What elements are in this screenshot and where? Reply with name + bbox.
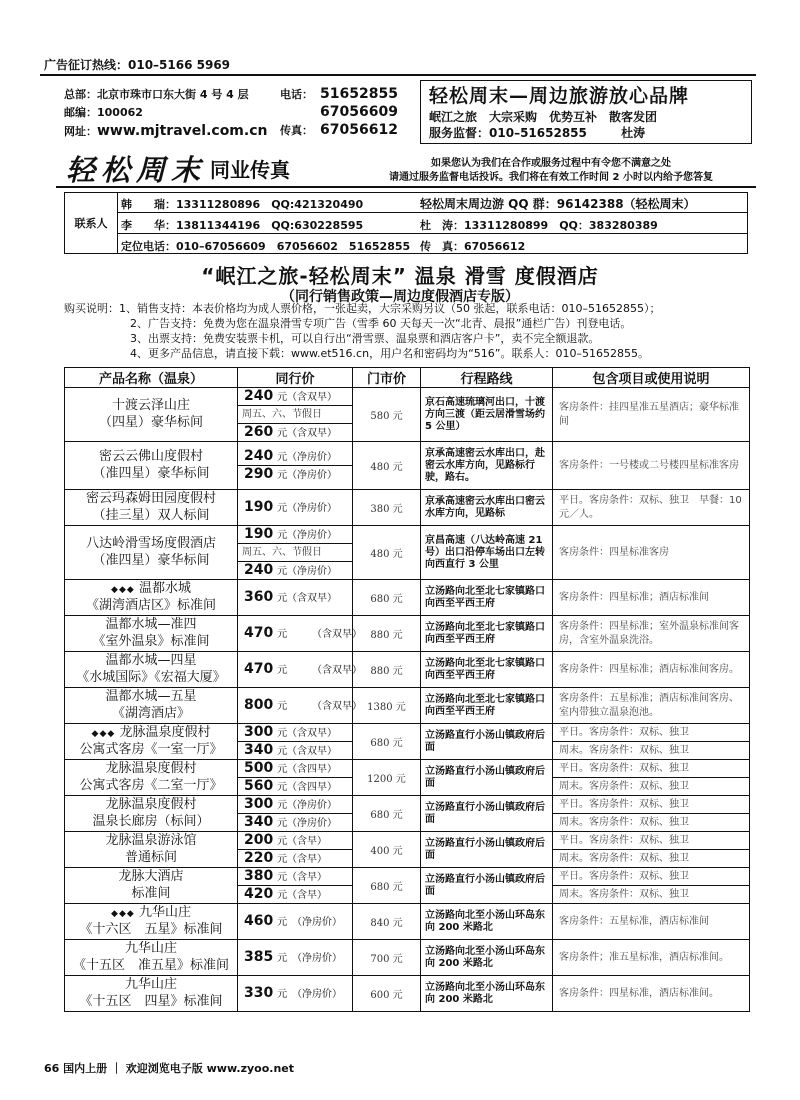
product-room: 温泉长廊房（标间） xyxy=(92,814,210,829)
price-value: 340 xyxy=(244,814,274,830)
price-line xyxy=(238,741,352,759)
price-value: 340 xyxy=(244,742,274,758)
price-value: 380 xyxy=(244,868,274,884)
route-cell: 立汤路向北至小汤山环岛东向 200 米路北 xyxy=(421,904,553,940)
route-cell: 京昌高速（八达岭高速 21 号）出口沿停车场出口左转向西直行 3 公里 xyxy=(421,526,553,580)
price-unit: 元（含四早） xyxy=(277,782,338,793)
table-row xyxy=(65,832,750,868)
recommend-stars: ◆◆◆ xyxy=(111,909,135,919)
route-cell: 立汤路向北至北七家镇路口向西至平西王府 xyxy=(421,652,553,688)
product-cell xyxy=(65,652,238,688)
price-value: 240 xyxy=(244,448,274,464)
contacts-box xyxy=(64,192,748,254)
trade-price-cell xyxy=(238,388,353,442)
price-line xyxy=(238,697,363,714)
price-line xyxy=(238,813,352,831)
route-cell: 立汤路向北至北七家镇路口向西至平西王府 xyxy=(421,616,553,652)
product-cell xyxy=(65,388,238,442)
col-includes: 包含项目或使用说明 xyxy=(553,368,750,388)
price-unit: 元（净房价） xyxy=(277,800,338,811)
price-value: 220 xyxy=(244,850,274,866)
price-line xyxy=(238,499,352,516)
table-row xyxy=(65,760,750,796)
trade-price-cell xyxy=(238,616,363,652)
includes-cell xyxy=(553,796,750,832)
price-line xyxy=(238,796,352,813)
trade-price-cell xyxy=(238,490,353,526)
table-row xyxy=(65,490,750,526)
price-value: 300 xyxy=(244,724,274,740)
price-unit: 元（含早） xyxy=(277,890,328,901)
page-subtitle: （同行销售政策—周边度假酒店专版） xyxy=(281,289,519,305)
contact-fax: 传 真：67056612 xyxy=(420,240,526,253)
price-value: 290 xyxy=(244,466,274,482)
product-room: 公寓式客房《二室一厅》 xyxy=(79,778,223,793)
product-room: 标准间 xyxy=(131,886,171,901)
include-line: 周末。客房条件：双标、独卫 xyxy=(553,777,749,795)
page-title: “岷江之旅-轻松周末” 温泉 滑雪 度假酒店 xyxy=(201,264,599,288)
col-trade-price: 同行价 xyxy=(238,368,353,388)
price-line xyxy=(238,985,352,1002)
complaint-line-1: 如果您认为我们在合作或服务过程中有令您不满意之处 xyxy=(431,158,671,169)
price-value: 300 xyxy=(244,796,274,812)
route-cell: 立汤路直行小汤山镇政府后面 xyxy=(421,868,553,904)
gate-price: 880 元 xyxy=(353,616,421,652)
price-unit: 元 （净房价） xyxy=(277,917,343,928)
includes-cell xyxy=(553,442,750,490)
include-line: 客房条件：四星标准；酒店标准间 xyxy=(559,591,709,603)
price-line xyxy=(238,561,352,579)
recommend-stars: ◆◆◆ xyxy=(91,729,116,739)
trade-price-cell xyxy=(238,526,353,580)
hq-label: 总部： xyxy=(64,88,97,101)
include-line: 客房条件：四星标准；室外温泉标准间客房，含室外温泉洗浴。 xyxy=(559,620,739,646)
product-room: （挂三星）双人标间 xyxy=(92,508,210,523)
page-footer: 66 国内上册 ｜ 欢迎浏览电子版 www.zyoo.net xyxy=(44,1062,295,1075)
route-cell: 京承高速密云水库出口密云水库方向，见路标 xyxy=(421,490,553,526)
product-name: 龙脉大酒店 xyxy=(118,869,184,884)
price-unit: 元（净房价） xyxy=(277,818,338,829)
product-room: （准四星）豪华标间 xyxy=(92,466,210,481)
price-value: 560 xyxy=(244,778,274,794)
product-cell xyxy=(65,832,238,868)
price-unit: 元（净房价） xyxy=(277,530,338,541)
includes-cell xyxy=(553,904,750,940)
include-line: 客房条件：挂四星准五星酒店；豪华标准间 xyxy=(559,401,739,427)
company-info xyxy=(64,86,420,140)
price-value: 330 xyxy=(244,985,274,1001)
price-line xyxy=(238,777,352,795)
product-name: 温都水城—四星 xyxy=(105,653,197,668)
contacts-label: 联系人 xyxy=(65,193,118,253)
include-line: 平日。客房条件：双标、独卫 xyxy=(559,835,689,846)
include-line: 平日。客房条件：双标、独卫 xyxy=(559,763,689,774)
product-name: 九华山庄 xyxy=(124,941,177,956)
include-line: 周末。客房条件：双标、独卫 xyxy=(553,849,749,867)
purchase-notes xyxy=(64,301,660,361)
price-note: 周五、六、节假日 xyxy=(238,543,352,561)
price-value: 260 xyxy=(244,424,274,440)
tel-1: 51652855 xyxy=(320,86,398,102)
price-line xyxy=(238,526,352,543)
trade-price-cell xyxy=(238,832,353,868)
supervision-phone: 010–51652855 xyxy=(489,126,587,140)
price-unit: 元（含双早） xyxy=(277,746,338,757)
hq-address: 北京市珠市口东大街 4 号 4 层 xyxy=(97,88,249,101)
include-line: 平日。客房条件：双标、独卫 xyxy=(559,799,689,810)
includes-cell xyxy=(553,940,750,976)
include-line: 周末。客房条件：双标、独卫 xyxy=(553,885,749,903)
gate-price: 400 元 xyxy=(353,832,421,868)
gate-price: 680 元 xyxy=(353,580,421,616)
route-cell: 立汤路直行小汤山镇政府后面 xyxy=(421,832,553,868)
product-name: 龙脉温泉度假村 xyxy=(105,797,197,812)
supervision-name: 杜涛 xyxy=(621,126,646,140)
table-row xyxy=(65,796,750,832)
product-room: 普通标间 xyxy=(124,850,177,865)
tel-label: 电话： xyxy=(280,88,313,101)
product-cell xyxy=(65,796,238,832)
postcode: 100062 xyxy=(97,106,143,119)
includes-cell xyxy=(553,760,750,796)
table-row xyxy=(65,868,750,904)
price-unit: 元 （净房价） xyxy=(277,989,343,1000)
route-cell: 立汤路向北至小汤山环岛东向 200 米路北 xyxy=(421,940,553,976)
price-unit: 元（含双早） xyxy=(277,593,338,604)
product-name: 九华山庄 xyxy=(124,977,177,992)
gate-price: 680 元 xyxy=(353,796,421,832)
note-2: 2、广告支持：免费为您在温泉滑雪专项广告（雪季 60 天每天一次“北青、晨报”通栏广告）刊登电话。 xyxy=(130,317,632,330)
include-line: 客房条件：一号楼或二号楼四星标准客房 xyxy=(559,459,739,471)
includes-cell xyxy=(553,688,750,724)
product-cell xyxy=(65,868,238,904)
table-row xyxy=(65,580,750,616)
contact-phones: 定位电话：010–67056609 67056602 51652855 xyxy=(121,240,411,253)
price-line xyxy=(238,832,352,849)
includes-cell xyxy=(553,580,750,616)
price-line xyxy=(238,724,352,741)
contact-han: 韩 瑞：13311280896 QQ:421320490 xyxy=(121,198,364,211)
price-unit: 元（含早） xyxy=(277,872,328,883)
includes-cell xyxy=(553,832,750,868)
include-line: 周末。客房条件：双标、独卫 xyxy=(553,813,749,831)
note-1: 购买说明：1、销售支持：本表价格均为成人票价格，一张起卖，大宗采购另议（50 张起，联系电话：010–51652855）； xyxy=(64,302,661,315)
table-row xyxy=(65,442,750,490)
product-name: 温都水城—准四 xyxy=(105,617,197,632)
trade-price-cell xyxy=(238,724,353,760)
include-line: 平日。客房条件：双标、独卫 xyxy=(559,871,689,882)
table-row xyxy=(65,688,750,724)
postcode-label: 邮编： xyxy=(64,106,97,119)
trade-price-cell xyxy=(238,940,353,976)
price-line xyxy=(238,760,352,777)
price-value: 470 xyxy=(244,661,274,677)
product-cell xyxy=(65,940,238,976)
product-name: 龙脉温泉度假村 xyxy=(105,761,197,776)
route-cell: 立汤路直行小汤山镇政府后面 xyxy=(421,796,553,832)
price-line xyxy=(238,448,352,465)
price-value: 190 xyxy=(244,499,274,515)
top-divider xyxy=(40,74,756,76)
price-value: 200 xyxy=(244,832,274,848)
price-line xyxy=(238,589,352,606)
price-note: 周五、六、节假日 xyxy=(238,405,352,423)
table-row xyxy=(65,940,750,976)
price-value: 190 xyxy=(244,526,274,542)
price-unit: 元（含双早） xyxy=(277,728,338,739)
brand-services: 岷江之旅 大宗采购 优势互补 散客发团 xyxy=(429,110,658,124)
includes-cell xyxy=(553,490,750,526)
price-unit: 元 （含双早） xyxy=(277,701,363,712)
route-cell: 京石高速琉璃河出口，十渡方向三渡（距云居滑雪场约 5 公里） xyxy=(421,388,553,442)
product-room: 《湖湾酒店》 xyxy=(111,706,190,721)
website-link[interactable]: www.mjtravel.com.cn xyxy=(97,123,268,139)
trade-price-cell xyxy=(238,796,353,832)
includes-cell xyxy=(553,388,750,442)
trade-price-cell xyxy=(238,904,353,940)
price-unit: 元（净房价） xyxy=(277,566,338,577)
product-cell xyxy=(65,616,238,652)
table-row xyxy=(65,976,750,1012)
gate-price: 700 元 xyxy=(353,940,421,976)
price-unit: 元（含早） xyxy=(277,854,328,865)
includes-cell xyxy=(553,652,750,688)
include-line: 客房条件：五星标准，酒店标准间 xyxy=(559,915,709,927)
product-room: 《室外温泉》标准间 xyxy=(92,634,210,649)
price-line xyxy=(238,849,352,867)
product-cell xyxy=(65,688,238,724)
brand-tagline: 轻松周末—周边旅游放心品牌 xyxy=(429,85,690,107)
trade-price-cell xyxy=(238,760,353,796)
price-value: 240 xyxy=(244,562,274,578)
col-gate-price: 门市价 xyxy=(353,368,421,388)
table-header-row xyxy=(65,368,750,388)
includes-cell xyxy=(553,724,750,760)
include-line: 周末。客房条件：双标、独卫 xyxy=(553,741,749,759)
col-route: 行程路线 xyxy=(421,368,553,388)
price-unit: 元（净房价） xyxy=(277,470,338,481)
price-unit: 元 （净房价） xyxy=(277,953,343,964)
include-line: 客房条件：四星标准，酒店标准间。 xyxy=(559,987,719,999)
product-name: 温都水城 xyxy=(138,581,191,596)
col-product: 产品名称（温泉） xyxy=(65,368,238,388)
product-cell xyxy=(65,580,238,616)
price-value: 500 xyxy=(244,760,274,776)
product-name: 密云云佛山度假村 xyxy=(98,449,203,464)
product-name: 十渡云泽山庄 xyxy=(111,398,190,413)
include-line: 平日。客房条件：双标、独卫 xyxy=(559,727,689,738)
table-row xyxy=(65,724,750,760)
price-line xyxy=(238,388,352,405)
gate-price: 580 元 xyxy=(353,388,421,442)
tel-2: 67056609 xyxy=(320,104,398,120)
trade-price-cell xyxy=(238,976,353,1012)
price-value: 360 xyxy=(244,589,274,605)
product-room: 公寓式客房《一室一厅》 xyxy=(79,742,223,757)
price-line xyxy=(238,465,352,483)
complaint-line-2: 请通过服务监督电话投诉。我们将在有效工作时间 2 小时以内给予您答复 xyxy=(389,172,713,183)
trade-price-cell xyxy=(238,580,353,616)
complaint-notice xyxy=(346,157,756,185)
includes-cell xyxy=(553,616,750,652)
gate-price: 880 元 xyxy=(353,652,421,688)
price-unit: 元（含四早） xyxy=(277,764,338,775)
gate-price: 380 元 xyxy=(353,490,421,526)
mid-divider xyxy=(56,186,756,188)
gate-price: 600 元 xyxy=(353,976,421,1012)
price-line xyxy=(238,885,352,903)
product-name: 龙脉温泉度假村 xyxy=(119,725,211,740)
product-name: 龙脉温泉游泳馆 xyxy=(105,833,197,848)
gate-price: 1380 元 xyxy=(353,688,421,724)
includes-cell xyxy=(553,526,750,580)
ad-hotline: 广告征订热线：010–5166 5969 xyxy=(44,58,231,72)
product-room: 《水城国际》《宏福大厦》 xyxy=(76,670,226,685)
product-room: （准四星）豪华标间 xyxy=(92,553,210,568)
gate-price: 680 元 xyxy=(353,868,421,904)
product-room: 《湖湾酒店区》标准间 xyxy=(85,598,216,613)
product-name: 八达岭滑雪场度假酒店 xyxy=(85,536,216,551)
brand-box xyxy=(420,80,752,144)
route-cell: 立汤路向北至北七家镇路口向西至平西王府 xyxy=(421,688,553,724)
product-room: （四星）豪华标间 xyxy=(98,415,203,430)
price-unit: 元（含双早） xyxy=(277,392,338,403)
table-row xyxy=(65,904,750,940)
note-3: 3、出票支持：免费安装票卡机，可以自行出“滑雪票、温泉票和酒店客户卡”，卖不完全额退款。 xyxy=(130,332,600,345)
price-unit: 元 （含双早） xyxy=(277,665,363,676)
trade-price-cell xyxy=(238,652,363,688)
price-unit: 元（含早） xyxy=(277,836,328,847)
price-unit: 元（净房价） xyxy=(277,452,338,463)
price-line xyxy=(238,949,352,966)
note-4: 4、更多产品信息，请直接下载：www.et516.cn，用户名和密码均为“516”。联系人：010–51652855。 xyxy=(130,347,649,360)
price-unit: 元（含双早） xyxy=(277,428,338,439)
price-table xyxy=(64,367,750,1012)
route-cell: 立汤路直行小汤山镇政府后面 xyxy=(421,760,553,796)
trade-price-cell xyxy=(238,442,353,490)
gate-price: 1200 元 xyxy=(353,760,421,796)
contact-li: 李 华：13811344196 QQ:630228595 xyxy=(121,219,364,232)
product-name: 温都水城—五星 xyxy=(105,689,197,704)
product-cell xyxy=(65,526,238,580)
product-cell xyxy=(65,490,238,526)
route-cell: 立汤路直行小汤山镇政府后面 xyxy=(421,724,553,760)
price-line xyxy=(238,423,352,441)
include-line: 平日。客房条件：双标、独卫 早餐：10 元／人。 xyxy=(559,494,742,520)
price-value: 800 xyxy=(244,697,274,713)
logo-subtitle: 同业传真 xyxy=(210,158,290,182)
product-room: 《十六区 五星》标准间 xyxy=(79,922,223,937)
include-line: 客房条件：四星标准客房 xyxy=(559,546,669,558)
product-cell xyxy=(65,760,238,796)
fax-number: 67056612 xyxy=(320,122,398,138)
product-room: 《十五区 准五星》标准间 xyxy=(72,958,229,973)
includes-cell xyxy=(553,868,750,904)
table-row xyxy=(65,616,750,652)
product-cell xyxy=(65,976,238,1012)
website-label: 网址： xyxy=(64,125,97,138)
supervision-label: 服务监督： xyxy=(429,126,490,140)
fax-label: 传真： xyxy=(280,124,313,137)
price-value: 460 xyxy=(244,913,274,929)
gate-price: 840 元 xyxy=(353,904,421,940)
route-cell: 立汤路向北至小汤山环岛东向 200 米路北 xyxy=(421,976,553,1012)
route-cell: 京承高速密云水库出口，赴密云水库方向，见路标行驶，路右。 xyxy=(421,442,553,490)
product-cell xyxy=(65,442,238,490)
product-room: 《十五区 四星》标准间 xyxy=(79,994,223,1009)
price-value: 240 xyxy=(244,388,274,404)
include-line: 客房条件：四星标准；酒店标准间客房。 xyxy=(559,663,739,675)
product-cell xyxy=(65,724,238,760)
price-line xyxy=(238,625,363,642)
contact-du: 杜 涛：13311280899 QQ：383280389 xyxy=(420,219,658,232)
includes-cell xyxy=(553,976,750,1012)
price-value: 385 xyxy=(244,949,274,965)
price-line xyxy=(238,868,352,885)
qq-group: 轻松周末周边游 QQ 群：96142388（轻松周末） xyxy=(420,197,696,211)
price-line xyxy=(238,913,352,930)
route-cell: 立汤路向北至北七家镇路口向西至平西王府 xyxy=(421,580,553,616)
table-row xyxy=(65,652,750,688)
product-name: 九华山庄 xyxy=(138,905,191,920)
price-value: 470 xyxy=(244,625,274,641)
trade-price-cell xyxy=(238,868,353,904)
price-line xyxy=(238,661,363,678)
product-cell xyxy=(65,904,238,940)
include-line: 客房条件；准五星标准，酒店标准间。 xyxy=(559,951,729,963)
recommend-stars: ◆◆◆ xyxy=(111,585,135,595)
price-unit: 元 （含双早） xyxy=(277,629,363,640)
gate-price: 480 元 xyxy=(353,442,421,490)
gate-price: 480 元 xyxy=(353,526,421,580)
gate-price: 680 元 xyxy=(353,724,421,760)
include-line: 客房条件：五星标准；酒店标准间客房、室内带独立温泉泡池。 xyxy=(559,692,739,718)
brand-logo: 轻松周末 xyxy=(66,153,207,187)
price-value: 420 xyxy=(244,886,274,902)
table-row xyxy=(65,388,750,442)
product-name: 密云玛森姆田园度假村 xyxy=(85,491,216,506)
price-unit: 元（净房价） xyxy=(277,503,338,514)
table-row xyxy=(65,526,750,580)
trade-price-cell xyxy=(238,688,363,724)
